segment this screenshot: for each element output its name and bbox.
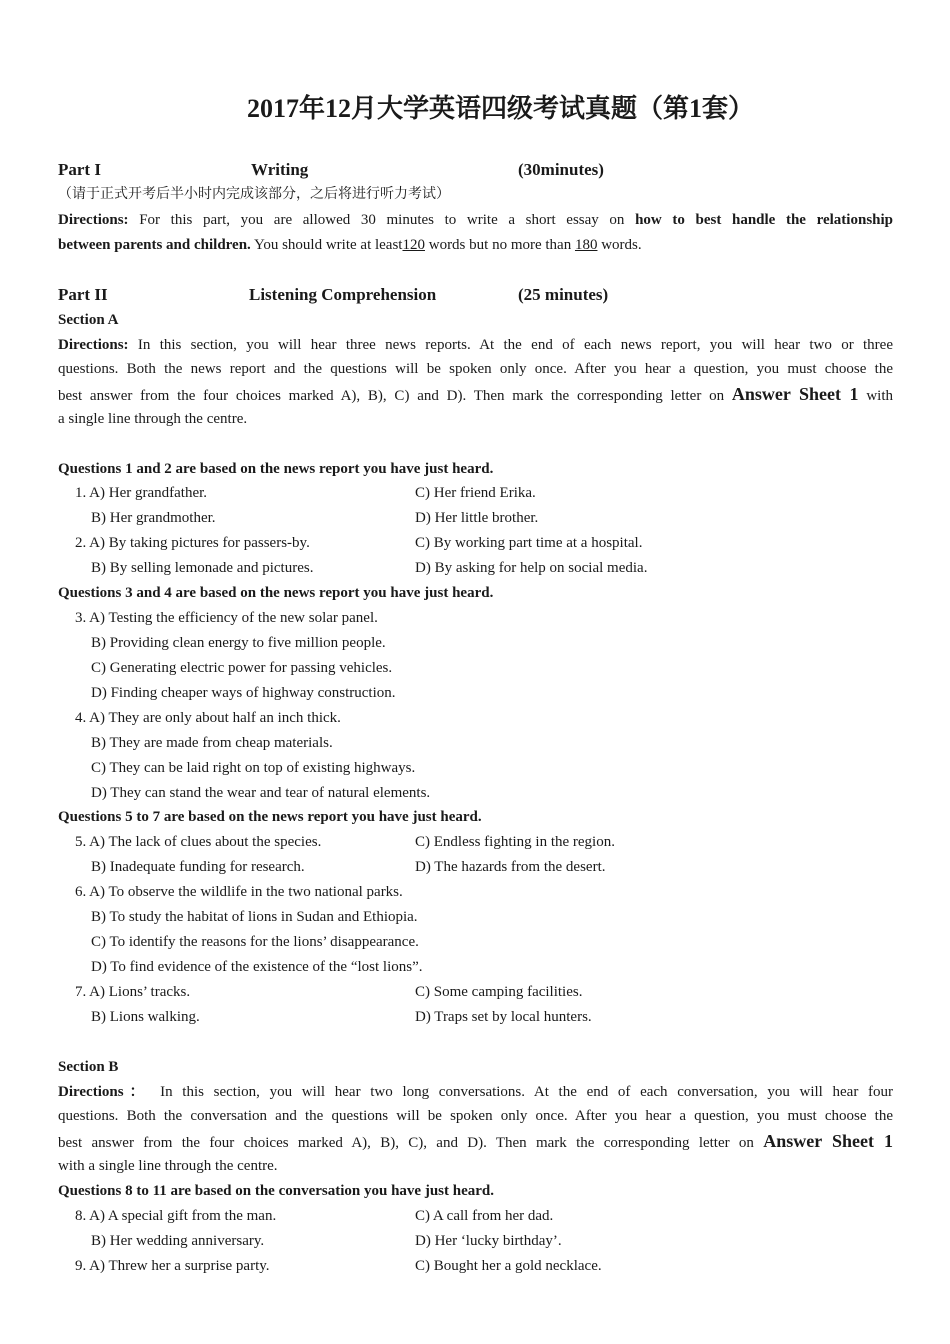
question-6-option-c: C) To identify the reasons for the lions’ disappearance.	[91, 934, 419, 950]
question-2-row2	[91, 558, 648, 578]
option-c: C) Her friend Erika.	[415, 485, 536, 501]
answer-sheet-label: Answer Sheet 1	[763, 1131, 893, 1151]
question-4-option-a: 4. A) They are only about half an inch thick.	[75, 710, 341, 726]
option-a: 8. A) A special gift from the man.	[75, 1208, 277, 1224]
question-1	[75, 483, 536, 503]
part1-directions-line2	[58, 235, 642, 255]
directions-text: In this section, you will hear three news reports. At the end of each news report, you will hear two or three	[137, 337, 893, 353]
question-6-option-d: D) To find evidence of the existence of the “lost lions”.	[91, 959, 423, 975]
section-a-directions-line4: a single line through the centre.	[58, 411, 248, 427]
part2-time: (25 minutes)	[518, 285, 609, 304]
directions-text: best answer from the four choices marked A), B), C), and D). Then mark the corresponding letter on	[58, 1135, 754, 1151]
part1-time: (30minutes)	[518, 160, 604, 179]
question-3-option-d: D) Finding cheaper ways of highway construction.	[91, 685, 396, 701]
question-7-row2	[91, 1007, 592, 1027]
question-2	[75, 533, 643, 553]
question-group-heading: Questions 5 to 7 are based on the news report you have just heard.	[58, 809, 482, 825]
option-b: B) Her wedding anniversary.	[91, 1233, 265, 1249]
question-8-row2	[91, 1231, 562, 1251]
part1-directions-line1	[58, 210, 893, 230]
question-6-option-b: B) To study the habitat of lions in Sudan and Ethiopia.	[91, 909, 418, 925]
page-title: 2017年12月大学英语四级考试真题（第1套）	[246, 94, 754, 123]
section-b-directions-line2: questions. Both the conversation and the questions will be spoken only once. After you hear a question, you must choose the	[58, 1108, 893, 1124]
directions-text: words.	[601, 237, 642, 253]
question-group-heading: Questions 1 and 2 are based on the news report you have just heard.	[58, 461, 494, 477]
part1-note: （请于正式开考后半小时内完成该部分，之后将进行听力考试）	[58, 186, 450, 202]
option-a: 1. A) Her grandfather.	[75, 485, 208, 501]
option-c: C) Some camping facilities.	[415, 984, 583, 1000]
section-a-directions-line3	[58, 384, 893, 406]
question-4-option-c: C) They can be laid right on top of existing highways.	[91, 760, 416, 776]
part2-label: Part II	[58, 285, 108, 304]
essay-topic-end: between parents and children.	[58, 237, 251, 253]
min-words: 120	[402, 237, 425, 253]
option-a: 7. A) Lions’ tracks.	[75, 984, 191, 1000]
directions-label: Directions:	[58, 212, 129, 228]
question-3-option-b: B) Providing clean energy to five million people.	[91, 635, 386, 651]
part2-name: Listening Comprehension	[249, 285, 437, 304]
option-b: B) Inadequate funding for research.	[91, 859, 305, 875]
part1-name: Writing	[251, 160, 309, 179]
directions-text: In this section, you will hear two long conversations. At the end of each conversation, you will hear four	[160, 1084, 894, 1100]
option-a: 2. A) By taking pictures for passers-by.	[75, 535, 310, 551]
max-words: 180	[574, 237, 598, 253]
question-4-option-d: D) They can stand the wear and tear of natural elements.	[91, 785, 431, 801]
directions-text: words but no more than	[428, 237, 572, 253]
directions-text: You should write at least	[254, 237, 403, 253]
answer-sheet-label: Answer Sheet 1	[731, 384, 859, 404]
question-7	[75, 982, 583, 1002]
question-4-option-b: B) They are made from cheap materials.	[91, 735, 333, 751]
section-a-heading: Section A	[58, 312, 119, 328]
directions-text: with	[866, 388, 893, 404]
directions-text: best answer from the four choices marked A), B), C) and D). Then mark the corresponding letter on	[58, 388, 725, 404]
option-d: D) Her little brother.	[415, 510, 539, 526]
question-8	[75, 1206, 554, 1226]
directions-label: Directions:	[58, 337, 129, 353]
option-c: C) By working part time at a hospital.	[415, 535, 643, 551]
question-group-heading: Questions 3 and 4 are based on the news report you have just heard.	[58, 585, 494, 601]
directions-text: For this part, you are allowed 30 minutes to write a short essay on	[139, 212, 625, 228]
section-a-directions-line2: questions. Both the news report and the questions will be spoken only once. After you hear a question, you must choose the	[58, 361, 893, 377]
section-b-directions-line1	[58, 1082, 893, 1102]
question-5	[75, 832, 615, 852]
question-3-option-a: 3. A) Testing the efficiency of the new solar panel.	[75, 610, 378, 626]
question-3-option-c: C) Generating electric power for passing vehicles.	[91, 660, 393, 676]
option-d: D) Her ‘lucky birthday’.	[415, 1233, 562, 1249]
option-d: D) By asking for help on social media.	[415, 560, 648, 576]
option-b: B) Her grandmother.	[91, 510, 216, 526]
directions-label: Directions：	[58, 1084, 151, 1100]
question-5-row2	[91, 857, 606, 877]
section-b-directions-line4: with a single line through the centre.	[58, 1158, 278, 1174]
option-a: 9. A) Threw her a surprise party.	[75, 1258, 270, 1274]
section-a-directions-line1	[58, 335, 893, 355]
question-9	[75, 1256, 602, 1276]
option-c: C) A call from her dad.	[415, 1208, 554, 1224]
question-6-option-a: 6. A) To observe the wildlife in the two national parks.	[75, 884, 403, 900]
question-group-heading: Questions 8 to 11 are based on the conversation you have just heard.	[58, 1183, 494, 1199]
option-c: C) Bought her a gold necklace.	[415, 1258, 602, 1274]
option-c: C) Endless fighting in the region.	[415, 834, 615, 850]
essay-topic: how to best handle the relationship	[635, 212, 894, 228]
option-d: D) The hazards from the desert.	[415, 859, 606, 875]
question-1-row2	[91, 508, 539, 528]
section-b-heading: Section B	[58, 1059, 119, 1075]
section-b-directions-line3	[58, 1131, 893, 1153]
option-b: B) By selling lemonade and pictures.	[91, 560, 314, 576]
part1-label: Part I	[58, 160, 101, 179]
part1-header	[58, 160, 893, 182]
option-b: B) Lions walking.	[91, 1009, 200, 1025]
part2-header	[58, 285, 893, 307]
option-d: D) Traps set by local hunters.	[415, 1009, 592, 1025]
option-a: 5. A) The lack of clues about the species.	[75, 834, 322, 850]
